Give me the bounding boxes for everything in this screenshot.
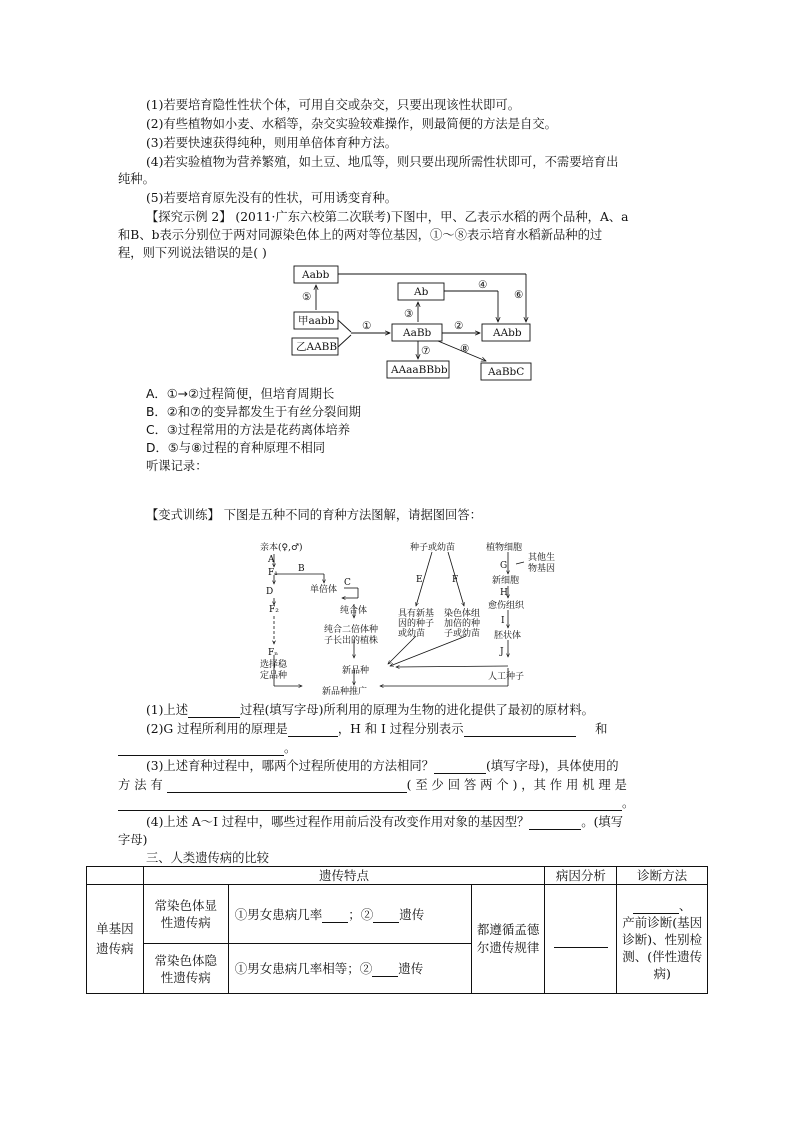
row1-features: ①男女患病几率 ；② 遗传	[228, 885, 471, 944]
d2-parent: 亲本(♀,♂)	[260, 543, 303, 553]
d2-F1: F₁	[268, 568, 278, 578]
question-3-cont: 方 法 有 ( 至 少 回 答 两 个 ) ，其 作 用 机 理 是	[118, 778, 627, 792]
node-jia: 甲aabb	[298, 315, 335, 327]
label-5: ⑤	[302, 291, 312, 303]
example-line-1: 【探究示例 2】 (2011·广东六校第二次联考)下图中，甲、乙表示水稻的两个品种，A、a	[146, 210, 629, 224]
para-5: (5)若要培育原先没有的性状，可用诱变育种。	[146, 191, 398, 205]
question-3-end: 。	[118, 795, 634, 811]
node-ab: Ab	[414, 286, 429, 298]
d2-B: B	[298, 564, 305, 574]
d2-newgene-3: 或幼苗	[398, 629, 426, 639]
question-2: (2)G 过程所利用的原理是 ，H 和 I 过程分别表示 和	[146, 722, 608, 736]
variant-title: 【变式训练】 下图是五种不同的育种方法图解，请据图回答：	[146, 508, 482, 522]
question-4: (4)上述 A～I 过程中，哪些过程作用前后没有改变作用对象的基因型？ 。(填写	[146, 815, 623, 829]
diagnosis-cell: 、 产前诊断(基因诊断)、性别检测、(伴性遗传病)	[617, 885, 708, 994]
question-4-cont: 字母)	[118, 833, 148, 847]
d2-embryoid: 胚状体	[494, 631, 522, 641]
genetic-disease-table	[86, 866, 708, 994]
row2-features: ①男女患病几率相等；② 遗传	[228, 944, 471, 994]
label-6: ⑥	[514, 289, 524, 301]
answer-blank[interactable]	[633, 903, 679, 914]
d2-Fn: Fₙ	[268, 648, 279, 658]
example-line-3: 程，则下列说法错误的是( )	[118, 246, 267, 260]
answer-blank[interactable]	[188, 704, 240, 718]
label-1: ①	[362, 320, 372, 332]
d2-newgene-1: 具有新基	[398, 609, 435, 619]
d2-plantcell: 植物细胞	[486, 543, 523, 553]
answer-blank[interactable]	[373, 909, 399, 923]
node-aabbc: AaBbC	[488, 366, 525, 378]
row2-type: 常染色体隐性遗传病	[143, 944, 228, 994]
d2-chrom-2: 加倍的种	[444, 619, 481, 629]
label-3: ③	[404, 308, 414, 320]
label-2: ②	[454, 320, 464, 332]
d2-othergene-2: 物基因	[528, 564, 556, 574]
mendel-law: 都遵循孟德尔遗传规律	[471, 885, 545, 994]
d2-G: G	[500, 561, 508, 571]
d2-J: J	[500, 647, 504, 657]
header-features: 遗传特点	[143, 867, 545, 885]
table-header-empty	[87, 867, 144, 885]
d2-E: E	[416, 575, 423, 585]
para-2: (2)有些植物如小麦、水稻等，杂交实验较难操作，则最简便的方法是自交。	[146, 117, 557, 131]
d2-chrom-1: 染色体组	[444, 609, 481, 619]
answer-blank[interactable]	[322, 909, 348, 923]
d2-callus: 愈伤组织	[488, 601, 525, 611]
d2-select-1: 选择稳	[260, 660, 288, 670]
answer-blank[interactable]	[288, 723, 338, 737]
option-b[interactable]: B．②和⑦的变异都发生于有丝分裂间期	[146, 405, 361, 419]
header-cause: 病因分析	[545, 867, 617, 885]
d2-othergene-1: 其他生	[528, 553, 556, 563]
answer-blank[interactable]	[554, 933, 608, 948]
label-8: ⑧	[460, 343, 470, 355]
d2-D: D	[266, 587, 274, 597]
label-7: ⑦	[421, 345, 431, 357]
option-a[interactable]: A．①→②过程简便，但培育周期长	[146, 387, 335, 401]
node-aaaabbbb: AAaaBBbb	[391, 364, 448, 376]
notes-label: 听课记录：	[146, 459, 208, 473]
option-d[interactable]: D．⑤与⑧过程的育种原理不相同	[146, 441, 326, 455]
answer-blank[interactable]	[372, 963, 398, 977]
node-aabb-mid: AaBb	[403, 327, 432, 339]
d2-H: H	[500, 588, 508, 598]
answer-blank[interactable]	[118, 797, 622, 811]
d2-F: F	[452, 575, 459, 585]
question-3: (3)上述育种过程中，哪两个过程所使用的方法相同？ (填写字母)，具体使用的	[146, 759, 619, 773]
d2-F2: F₂	[269, 605, 279, 615]
para-1: (1)若要培育隐性性状个体，可用自交或杂交，只要出现该性状即可。	[146, 98, 521, 112]
answer-blank[interactable]	[118, 742, 284, 756]
header-diagnosis: 诊断方法	[617, 867, 708, 885]
answer-blank[interactable]	[167, 779, 407, 793]
cause-cell	[545, 885, 617, 994]
d2-newgene-2: 因的种子	[398, 619, 435, 629]
diagnosis-methods: 产前诊断(基因诊断)、性别检测、(伴性遗传病)	[622, 914, 703, 981]
d2-haploid: 单倍体	[310, 585, 338, 595]
option-c[interactable]: C．③过程常用的方法是花药离体培养	[146, 423, 351, 437]
d2-pure-plant-1: 纯合二倍体种	[324, 625, 379, 635]
para-4b: 纯种。	[118, 172, 155, 186]
d2-chrom-3: 子或幼苗	[444, 629, 481, 639]
d2-artseed: 人工种子	[488, 672, 525, 682]
label-4: ④	[478, 279, 488, 291]
d2-pure: 纯合体	[340, 606, 368, 616]
d2-select-2: 定品种	[260, 671, 288, 681]
para-4a: (4)若实验植物为营养繁殖，如土豆、地瓜等，则只要出现所需性状即可，不需要培育出	[146, 155, 619, 169]
node-aabb-right: AAbb	[493, 327, 522, 339]
answer-blank[interactable]	[434, 760, 486, 774]
d2-promote: 新品种推广	[322, 687, 368, 697]
d2-A: A	[268, 555, 275, 565]
node-aabb-top: Aabb	[302, 269, 330, 281]
row1-type: 常染色体显性遗传病	[143, 885, 228, 944]
node-yi: 乙AABB	[296, 341, 338, 353]
d2-C: C	[344, 578, 351, 588]
answer-blank[interactable]	[529, 816, 581, 830]
d2-newcell: 新细胞	[492, 576, 520, 586]
group-single-gene: 单基因遗传病	[87, 885, 144, 994]
para-3: (3)若要快速获得纯种，则用单倍体育种方法。	[146, 136, 398, 150]
breeding-diagram-2	[252, 540, 572, 700]
question-2-cont: 。	[118, 740, 296, 756]
breeding-diagram-1	[288, 262, 548, 384]
answer-blank[interactable]	[464, 723, 576, 737]
d2-pure-plant-2: 子长出的植株	[324, 636, 379, 646]
d2-seed: 种子或幼苗	[410, 543, 456, 553]
example-line-2: 和B、b表示分别位于两对同源染色体上的两对等位基因，①～⑧表示培育水稻新品种的过	[118, 228, 603, 242]
d2-I: I	[501, 616, 505, 626]
question-1: (1)上述 过程(填写字母)所利用的原理为生物的进化提供了最初的原材料。	[146, 703, 594, 717]
section-3-title: 三、人类遗传病的比较	[146, 851, 269, 865]
d2-new-variety: 新品种	[342, 666, 370, 676]
